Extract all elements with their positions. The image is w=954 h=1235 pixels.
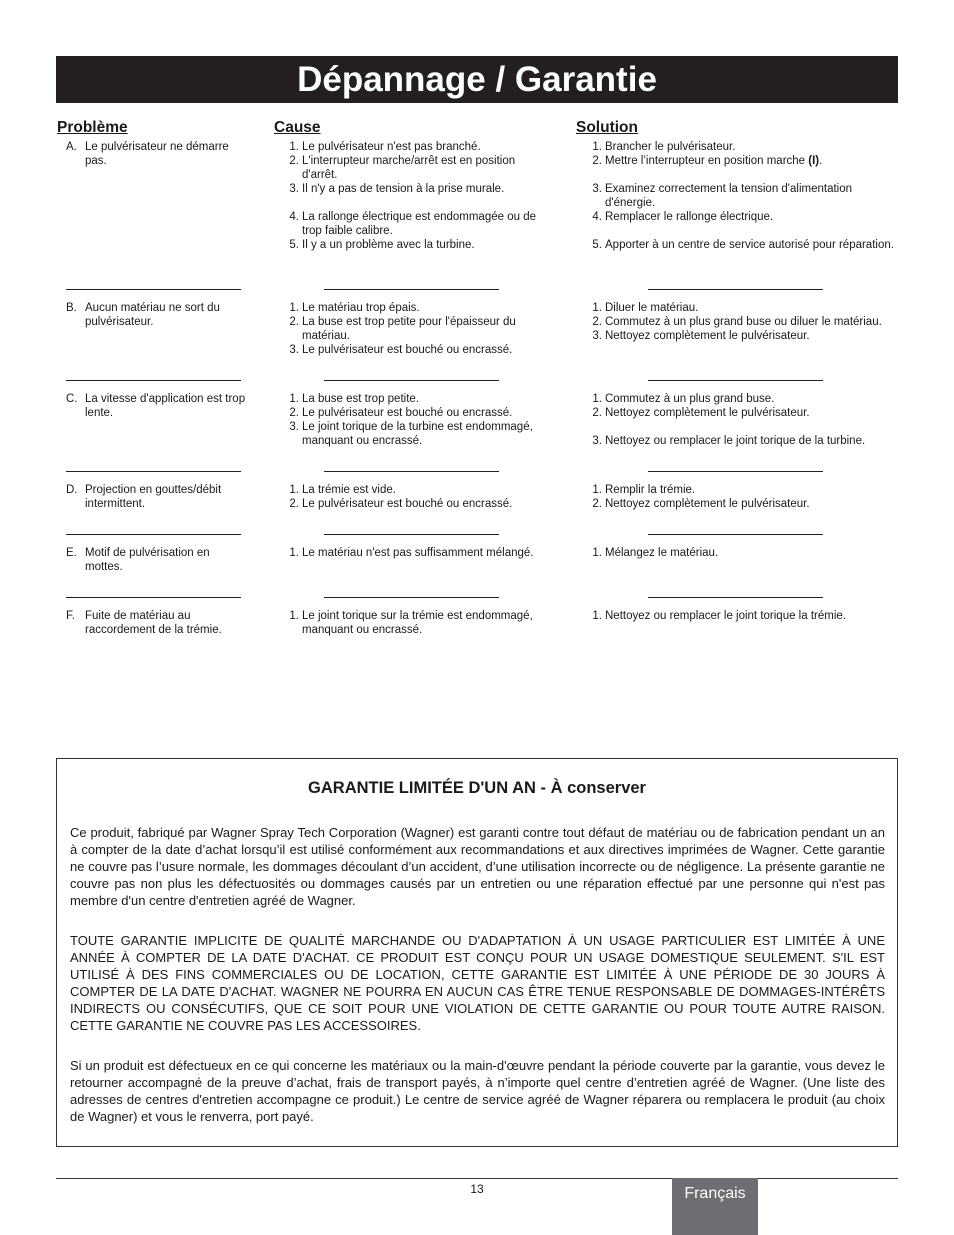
row-divider <box>648 289 823 290</box>
problem-text: La vitesse d'application est trop lente. <box>85 393 246 419</box>
cause-column-header: Cause <box>274 119 321 136</box>
problem-text: Aucun matériau ne sort du pulvérisateur. <box>85 302 220 328</box>
solution-text: Mettre l’interrupteur en position marche <box>605 155 806 167</box>
row-divider <box>648 597 823 598</box>
cause-text: La rallonge électrique est endommagée ou de trop faible calibre. <box>302 211 536 237</box>
row-divider <box>648 534 823 535</box>
cause-text: La buse est trop petite. <box>302 393 419 405</box>
solution-text: Remplacer le rallonge électrique. <box>605 211 774 223</box>
problem-text: Motif de pulvérisation en mottes. <box>85 547 210 573</box>
solution-text: Nettoyez complètement le pulvérisateur. <box>605 498 810 510</box>
warranty-paragraph-2: TOUTE GARANTIE IMPLICITE DE QUALITÉ MARCHANDE OU D'ADAPTATION À UN USAGE PARTICULIER EST LIMITÉE À UNE ANNÉE À COMPTER DE LA DATE D'ACHAT. CE PRODUIT EST CONÇU POUR UN USAGE DOMESTIQUE SEULEMENT. S'IL EST UTILISÉ À DES FINS COMMERCIALES OU DE LOCATION, CETTE GARANTIE EST LIMITÉE À UNE PÉRIODE DE 30 JOURS À COMPTER DE LA DATE D'ACHAT. WAGNER NE POURRA EN AUCUN CAS ÊTRE TENUE RESPONSABLE DE DOMMAGES-INTÉRÊTS INDIRECTS OU CONSÉCUTIFS, QUE CE SOIT POUR UNE VIOLATION DE CETTE GARANTIE OU POUR TOUTE AUTRE RAISON. CETTE GARANTIE NE COUVRE PAS LES ACCESSOIRES. <box>70 933 885 1033</box>
cause-text: Le joint torique de la turbine est endommagé, manquant ou encrassé. <box>302 421 533 447</box>
solution-cell: 1. Commutez à un plus grand buse. 2. Nettoyez complètement le pulvérisateur. 3. Nettoyez ou remplacer le joint torique de la turbine. <box>592 393 866 447</box>
language-tab: Français <box>672 1178 758 1235</box>
cause-cell: 1. Le matériau trop épais. 2. La buse est trop petite pour l'épaisseur du matériau. 3. Le pulvérisateur est bouché ou encrassé. <box>289 302 516 356</box>
solution-text: Nettoyez complètement le pulvérisateur. <box>605 330 810 342</box>
warranty-paragraph-3: Si un produit est défectueux en ce qui concerne les matériaux ou la main-d'œuvre pendant la période couverte par la garantie, vous devez le retourner accompagné de la preuve d’achat, frais de transport payés, à n’importe quel centre d’entretien agréé de Wagner. (Une liste des adresses de centres d'entretien accompagne ce produit.) Le centre de service agréé de Wagner réparera ou remplacera le produit (au choix de Wagner) et vous le renverra, port payé. <box>70 1058 885 1124</box>
row-divider <box>648 380 823 381</box>
warranty-title: GARANTIE LIMITÉE D'UN AN - À conserver <box>308 779 646 797</box>
solution-text: Examinez correctement la tension d'alimentation d'énergie. <box>605 183 853 209</box>
cause-text: Le joint torique sur la trémie est endommagé, manquant ou encrassé. <box>302 610 533 636</box>
page-number: 13 <box>470 1182 484 1196</box>
solution-cell: 1. Nettoyez ou remplacer le joint torique la trémie. <box>592 610 846 622</box>
row-divider <box>324 289 499 290</box>
solution-text: Nettoyez ou remplacer le joint torique la trémie. <box>605 610 846 622</box>
problem-cell: D. Projection en gouttes/débit intermittent. <box>66 484 222 510</box>
cause-cell: 1. Le joint torique sur la trémie est endommagé, manquant ou encrassé. <box>289 610 533 636</box>
problem-column-header: Problème <box>57 119 128 136</box>
row-divider <box>324 534 499 535</box>
cause-text: La buse est trop petite pour l'épaisseur du matériau. <box>302 316 516 342</box>
problem-text: Projection en gouttes/débit intermittent. <box>85 484 222 510</box>
cause-cell: 1. La buse est trop petite. 2. Le pulvérisateur est bouché ou encrassé. 3. Le joint torique de la turbine est endommagé, manquant ou encrassé. <box>289 393 533 447</box>
switch-position-label: (I) <box>808 155 820 167</box>
page-title: Dépannage / Garantie <box>56 56 898 103</box>
solution-text: Commutez à un plus grand buse. <box>605 393 775 405</box>
row-divider <box>66 471 241 472</box>
row-divider <box>66 534 241 535</box>
cause-text: Le pulvérisateur n'est pas branché. <box>302 141 481 153</box>
warranty-box <box>56 758 898 1147</box>
solution-text: Diluer le matériau. <box>605 302 699 314</box>
cause-text: Le pulvérisateur est bouché ou encrassé. <box>302 407 513 419</box>
problem-text: Fuite de matériau au raccordement de la trémie. <box>85 610 222 636</box>
problem-cell: A. Le pulvérisateur ne démarre pas. <box>66 141 229 167</box>
row-divider <box>66 380 241 381</box>
cause-text: Il y a un problème avec la turbine. <box>302 239 475 251</box>
footer-divider <box>56 1178 898 1179</box>
solution-column-header: Solution <box>576 119 638 136</box>
solution-cell: 1. Remplir la trémie. 2. Nettoyez complètement le pulvérisateur. <box>592 484 810 510</box>
cause-text: Il n'y a pas de tension à la prise murale. <box>302 183 505 195</box>
row-divider <box>648 471 823 472</box>
solution-text: Remplir la trémie. <box>605 484 696 496</box>
solution-text: Nettoyez complètement le pulvérisateur. <box>605 407 810 419</box>
cause-cell: 1. Le pulvérisateur n'est pas branché. 2. L'interrupteur marche/arrêt est en position d'arrêt. 3. Il n'y a pas de tension à la prise murale. 4. La rallonge électrique est endommagée ou de trop faible calibre. 5. Il y a un problème avec la turbine. <box>289 141 536 251</box>
solution-cell: 1. Brancher le pulvérisateur. 2. Mettre l’interrupteur en position marche (I). 3. Examinez correctement la tension d'alimentation d'énergie. 4. Remplacer le rallonge électrique. 5. Apporter à un centre de service autorisé pour réparation. <box>592 141 894 251</box>
problem-cell: F. Fuite de matériau au raccordement de la trémie. <box>66 610 222 636</box>
solution-text: Commutez à un plus grand buse ou diluer le matériau. <box>605 316 882 328</box>
problem-text: Le pulvérisateur ne démarre pas. <box>85 141 229 167</box>
cause-cell: 1. Le matériau n'est pas suffisamment mélangé. <box>289 547 534 559</box>
cause-text: Le pulvérisateur est bouché ou encrassé. <box>302 344 513 356</box>
cause-text: L'interrupteur marche/arrêt est en position d'arrêt. <box>302 155 516 181</box>
solution-text: Brancher le pulvérisateur. <box>605 141 736 153</box>
row-divider <box>66 289 241 290</box>
row-divider <box>324 471 499 472</box>
problem-cell: E. Motif de pulvérisation en mottes. <box>66 547 210 573</box>
solution-cell: 1. Diluer le matériau. 2. Commutez à un plus grand buse ou diluer le matériau. 3. Nettoyez complètement le pulvérisateur. <box>592 302 882 342</box>
problem-cell: C. La vitesse d'application est trop lente. <box>66 393 246 419</box>
solution-text: Nettoyez ou remplacer le joint torique de la turbine. <box>605 435 866 447</box>
warranty-paragraph-1: Ce produit, fabriqué par Wagner Spray Tech Corporation (Wagner) est garanti contre tout défaut de matériau ou de fabrication pendant un an à compter de la date d’achat lorsqu’il est utilisé conformément aux recommandations et aux directives imprimées de Wagner. Cette garantie ne couvre pas l’usure normale, les dommages découlant d’un accident, d’une utilisation incorrecte ou de négligence. La présente garantie ne couvre pas non plus les défectuosités ou dommages causés par un entretien ou une réparation effectué par une personne qui n'est pas membre d'un centre d'entretien agréé de Wagner. <box>70 825 885 908</box>
cause-text: La trémie est vide. <box>302 484 396 496</box>
solution-text: Mélangez le matériau. <box>605 547 719 559</box>
cause-cell: 1. La trémie est vide. 2. Le pulvérisateur est bouché ou encrassé. <box>289 484 513 510</box>
row-divider <box>324 380 499 381</box>
row-divider <box>66 597 241 598</box>
cause-text: Le matériau trop épais. <box>302 302 420 314</box>
solution-text: Apporter à un centre de service autorisé pour réparation. <box>605 239 894 251</box>
cause-text: Le matériau n'est pas suffisamment mélangé. <box>302 547 534 559</box>
problem-cell: B. Aucun matériau ne sort du pulvérisateur. <box>66 302 220 328</box>
row-divider <box>324 597 499 598</box>
cause-text: Le pulvérisateur est bouché ou encrassé. <box>302 498 513 510</box>
solution-cell: 1. Mélangez le matériau. <box>592 547 719 559</box>
